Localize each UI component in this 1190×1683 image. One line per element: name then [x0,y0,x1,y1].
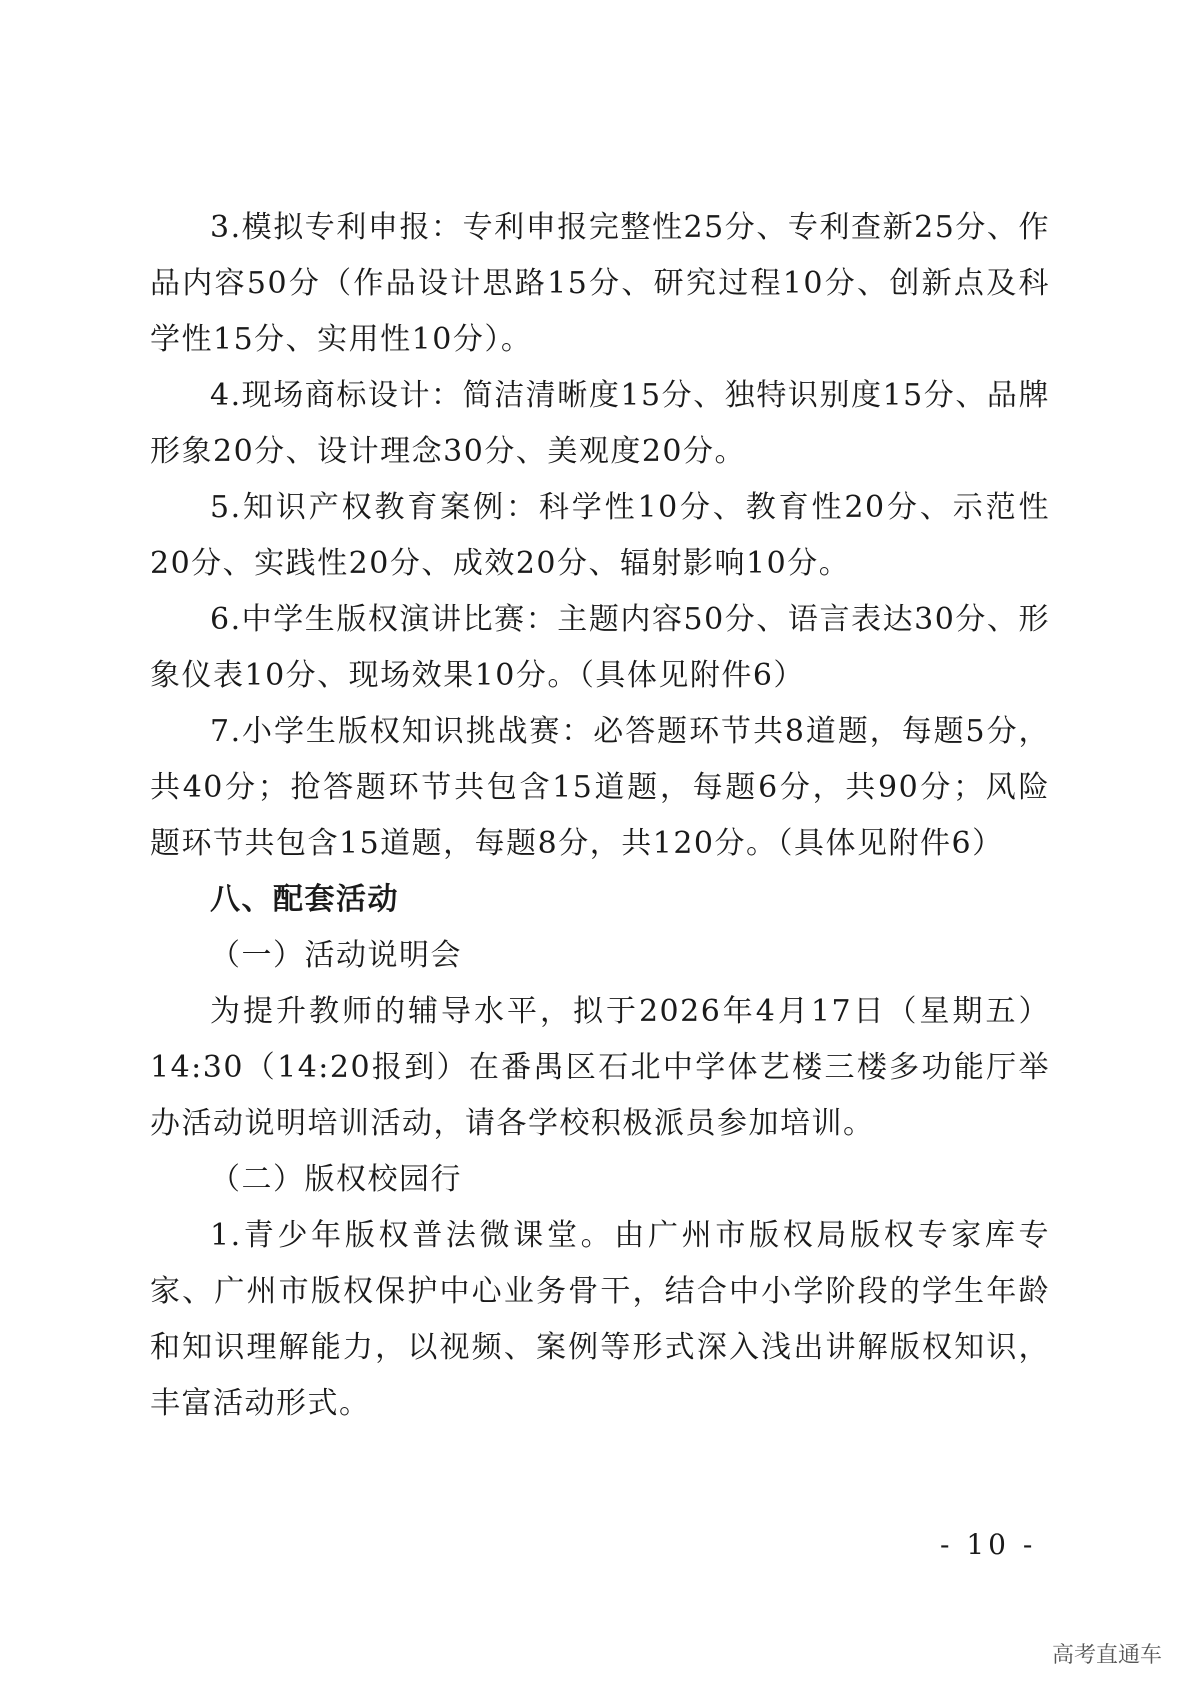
section-heading-supporting-activities: 八、配套活动 [210,882,399,917]
criteria-patent-application: 3.模拟专利申报：专利申报完整性25分、专利查新25分、作品内容50分（作品设计思路15分、研究过程10分、创新点及科学性15分、实用性10分）。 [150,210,1050,357]
watermark: 高考直通车 [1051,1643,1162,1668]
page-number: - 10 - [940,1528,1037,1561]
criteria-trademark-design: 4.现场商标设计：简洁清晰度15分、独特识别度15分、品牌形象20分、设计理念30分、美观度20分。 [150,378,1050,469]
copyright-campus-tour-body: 1.青少年版权普法微课堂。由广州市版权局版权专家库专家、广州市版权保护中心业务骨干，结合中小学阶段的学生年龄和知识理解能力，以视频、案例等形式深入浅出讲解版权知识，丰富活动形式。 [150,1218,1050,1421]
criteria-copyright-quiz: 7.小学生版权知识挑战赛：必答题环节共8道题，每题5分，共40分；抢答题环节共包含15道题，每题6分，共90分；风险题环节共包含15道题，每题8分，共120分。（具体见附件6） [150,714,1050,861]
subheading-briefing-session: （一）活动说明会 [210,938,462,973]
document-body [150,200,1050,1432]
briefing-session-body: 为提升教师的辅导水平，拟于2026年4月17日（星期五）14:30（14:20报到）在番禺区石北中学体艺楼三楼多功能厅举办活动说明培训活动，请各学校积极派员参加培训。 [150,994,1050,1141]
subheading-copyright-campus-tour: （二）版权校园行 [210,1162,462,1197]
criteria-copyright-speech: 6.中学生版权演讲比赛：主题内容50分、语言表达30分、形象仪表10分、现场效果10分。（具体见附件6） [150,602,1050,693]
criteria-ip-education-case: 5.知识产权教育案例：科学性10分、教育性20分、示范性20分、实践性20分、成效20分、辐射影响10分。 [150,490,1050,581]
